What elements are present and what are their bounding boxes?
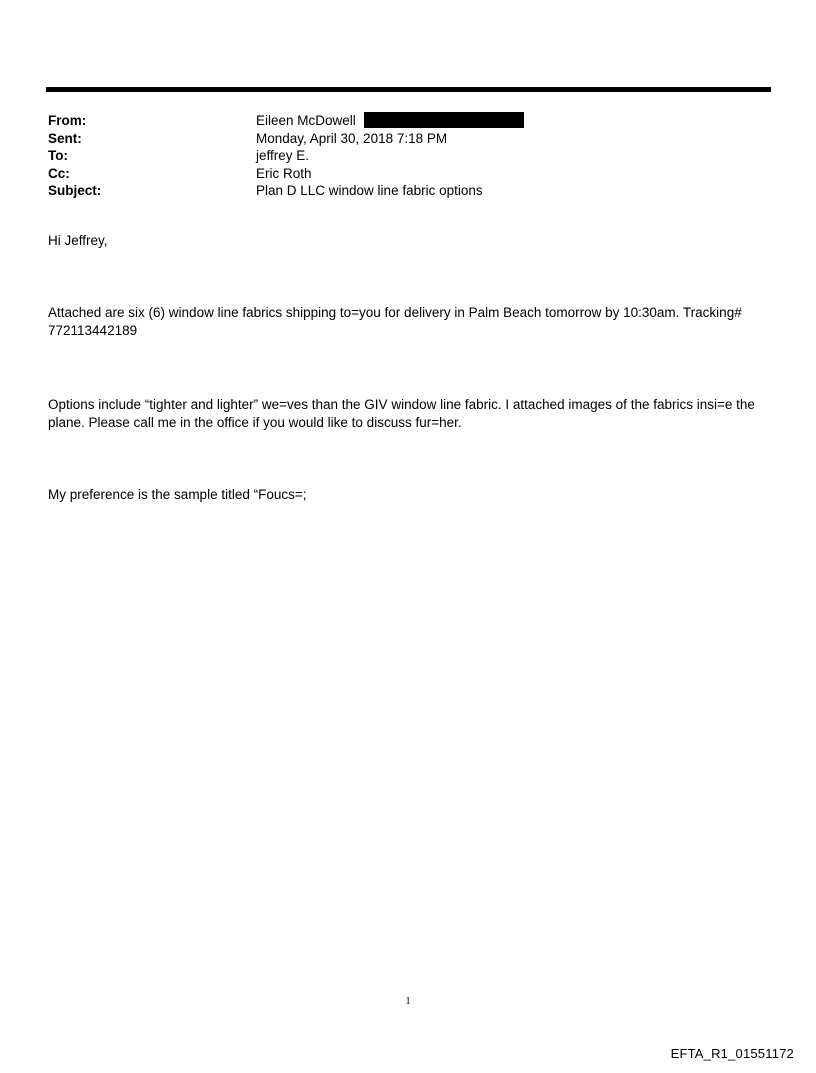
greeting: Hi Jeffrey, (48, 233, 108, 248)
from-value-wrap (256, 112, 748, 130)
redaction-box (364, 112, 524, 128)
to-row (48, 147, 748, 165)
sent-row (48, 130, 748, 148)
page-number: 1 (405, 995, 411, 1007)
email-header (48, 112, 748, 200)
to-value: jeffrey E. (256, 148, 310, 163)
subject-row (48, 182, 748, 200)
from-row (48, 112, 748, 130)
sent-label: Sent: (48, 130, 82, 146)
body-paragraph-2: Options include “tighter and lighter” we=ves than the GIV window line fabric. I attached images of the fabrics insi=e the plane. Please call me in the office if you would like to discuss fur=her. (48, 397, 755, 430)
cc-row (48, 165, 748, 183)
bates-number: EFTA_R1_01551172 (670, 1046, 794, 1061)
header-divider (46, 87, 771, 92)
to-label: To: (48, 148, 68, 163)
body-paragraph-3: My preference is the sample titled “Foucs=; (48, 487, 307, 502)
from-value: Eileen McDowell (256, 113, 356, 128)
subject-value: Plan D LLC window line fabric options (256, 183, 483, 198)
cc-value: Eric Roth (256, 165, 312, 181)
subject-label: Subject: (48, 183, 102, 198)
body-paragraph-1: Attached are six (6) window line fabrics shipping to=you for delivery in Palm Beach tomorrow by 10:30am. Tracking# 772113442189 (48, 305, 742, 338)
from-label: From: (48, 113, 87, 128)
sent-value: Monday, April 30, 2018 7:18 PM (256, 130, 448, 146)
cc-label: Cc: (48, 165, 70, 181)
